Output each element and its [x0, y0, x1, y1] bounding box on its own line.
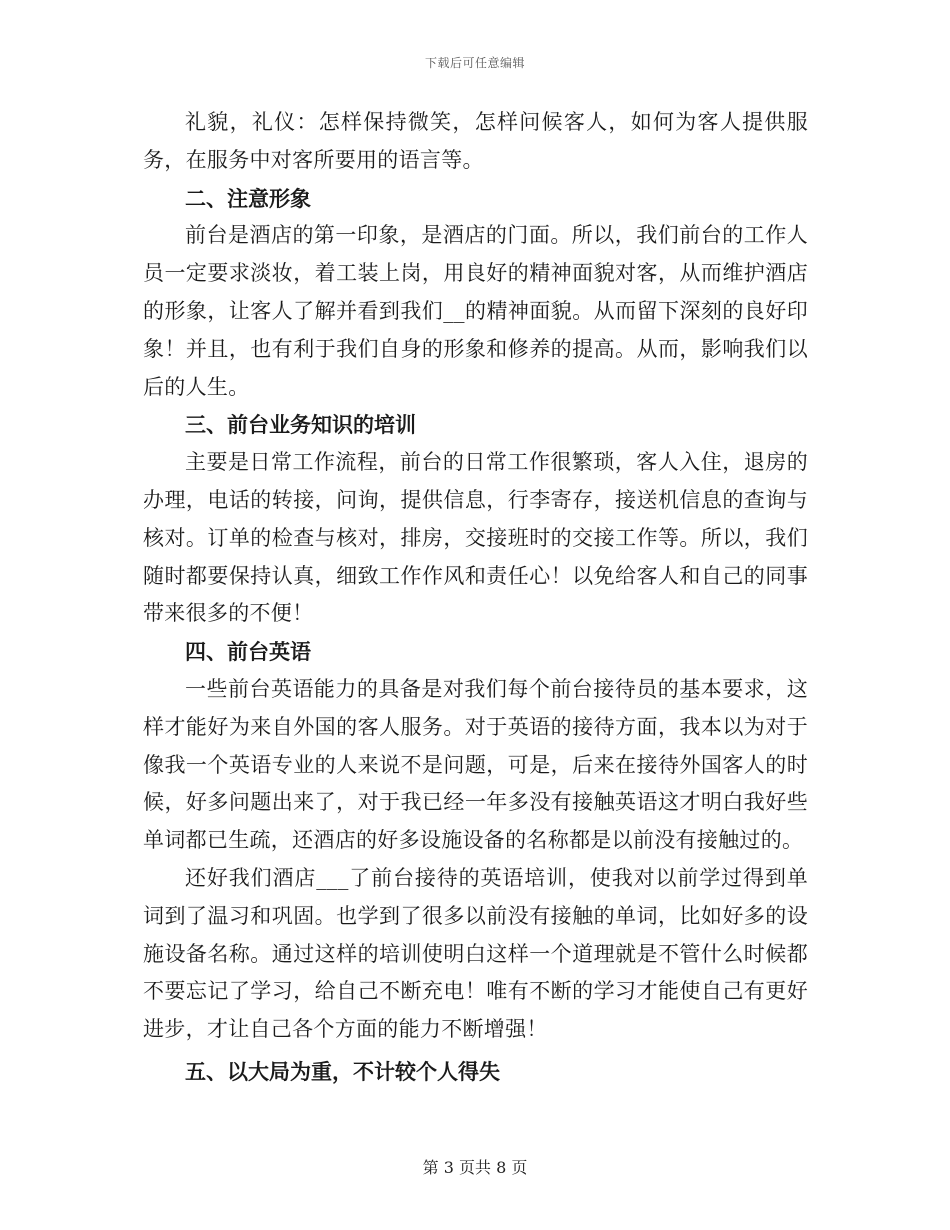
page-number: 第 3 页共 8 页: [422, 1158, 528, 1177]
section-heading-image: 二、注意形象: [185, 185, 311, 211]
paragraph-english-2: 还好我们酒店___了前台接待的英语培训，使我对以前学过得到单词到了温习和巩固。也学到了很多以前没有接触的单词，比如好多的设施设备名称。通过这样的培训使明白这样一个道理就是不管什么时候都不要忘记了学习，给自己不断充电！唯有不断的学习才能使自己有更好进步，才让自己各个方面的能力不断增强！: [143, 865, 808, 1042]
paragraph-image: 前台是酒店的第一印象，是酒店的门面。所以，我们前台的工作人员一定要求淡妆，着工装上岗，用良好的精神面貌对客，从而维护酒店的形象，让客人了解并看到我们__的精神面貌。从而留下深刻的良好印象！并且，也有利于我们自身的形象和修养的提高。从而，影响我们以后的人生。: [143, 223, 808, 399]
paragraph-english-1: 一些前台英语能力的具备是对我们每个前台接待员的基本要求，这样才能好为来自外国的客人服务。对于英语的接待方面，我本以为对于像我一个英语专业的人来说不是问题，可是，后来在接待外国客人的时候，好多问题出来了，对于我已经一年多没有接触英语这才明白我好些单词都已生疏，还酒店的好多设施设备的名称都是以前没有接触过的。: [143, 676, 808, 853]
section-heading-big-picture: 五、以大局为重，不计较个人得失: [185, 1058, 500, 1084]
page-header: 下载后可任意编辑: [424, 56, 525, 70]
paragraph-business-training: 主要是日常工作流程，前台的日常工作很繁琐，客人入住，退房的办理，电话的转接，问询，提供信息，行李寄存，接送机信息的查询与核对。订单的检查与核对，排房，交接班时的交接工作等。所以，我们随时都要保持认真，细致工作作风和责任心！以免给客人和自己的同事带来很多的不便！: [143, 450, 808, 626]
document-body: [143, 104, 808, 1091]
paragraph-etiquette: 礼貌，礼仪：怎样保持微笑，怎样问候客人，如何为客人提供服务，在服务中对客所要用的语言等。: [143, 110, 808, 172]
section-heading-english: 四、前台英语: [185, 639, 311, 665]
section-heading-business-training: 三、前台业务知识的培训: [185, 412, 416, 438]
